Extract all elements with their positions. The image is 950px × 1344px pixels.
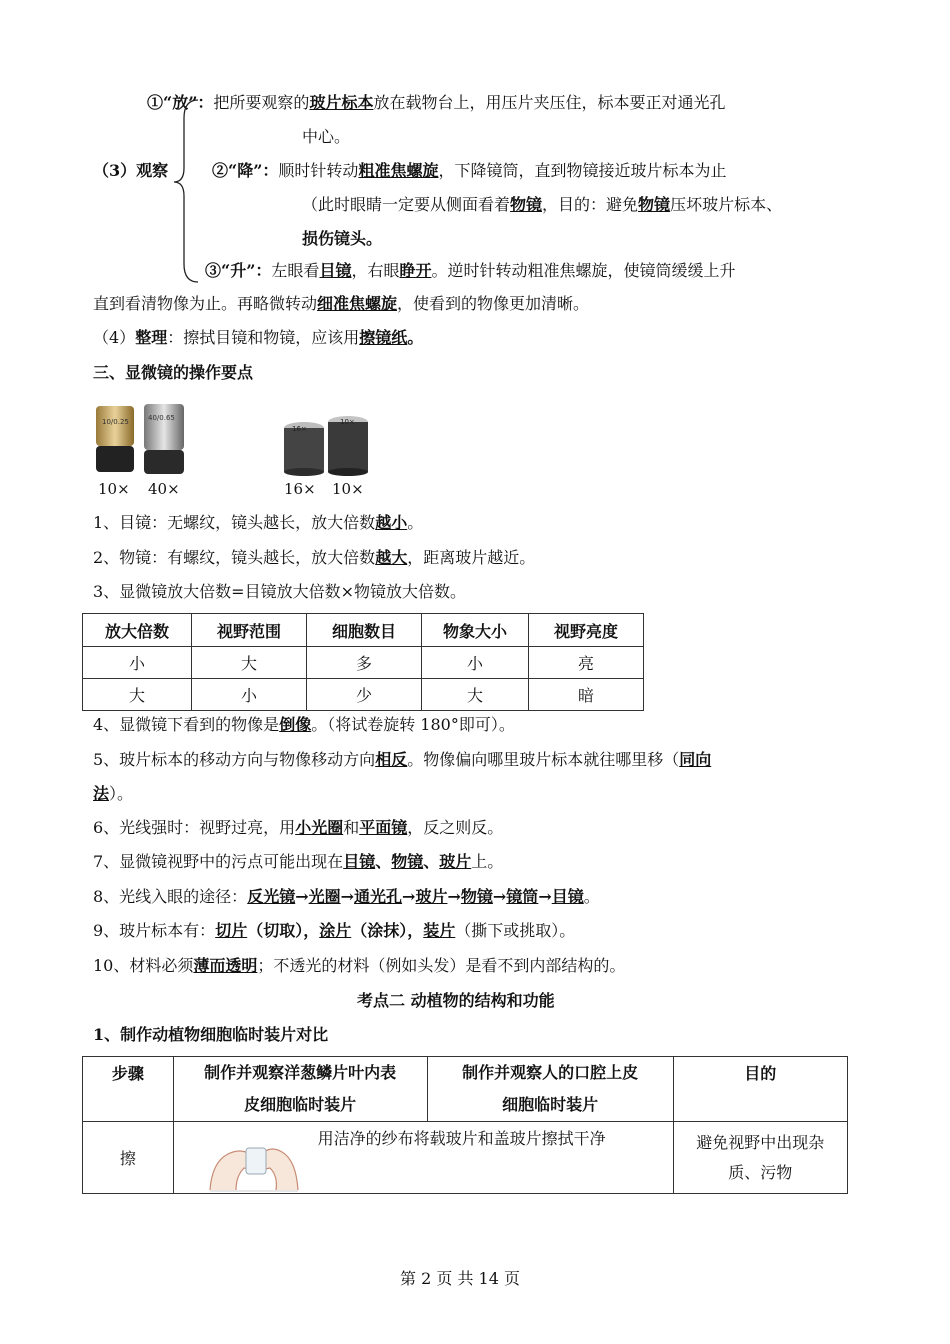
mag-cell: 大 [422,679,529,711]
point-10: 10、材料必须薄而透明；不透光的材料（例如头发）是看不到内部结构的。 [93,956,626,975]
mag-cell: 暗 [529,679,644,711]
arrow-icon: → [402,887,416,906]
step-lower: ②“降”：顺时针转动粗准焦螺旋，下降镜筒，直到物镜接近玻片标本为止 [212,161,727,180]
light-path-item: 玻片 [415,887,448,906]
slide-header-step: 步骤 [83,1057,174,1122]
slide-desc-text: 用洁净的纱布将载玻片和盖玻片擦拭干净 [317,1129,606,1148]
obj2-text: 40/0.65 [148,414,175,422]
brace-icon [172,98,202,284]
light-path-item: 反光镜 [247,887,296,906]
step-raise: ③“升”：左眼看目镜，右眼睁开。逆时针转动粗准焦螺旋，使镜筒缓缓上升 [205,261,736,280]
mag-header: 视野亮度 [529,614,644,647]
step-raise-cont: 直到看清物像为止。再略微转动细准焦螺旋，使看到的物像更加清晰。 [93,294,590,313]
tidy-step: （4）整理：擦拭目镜和物镜，应该用擦镜纸。 [93,328,424,347]
point-6: 6、光线强时：视野过亮，用小光圈和平面镜，反之则反。 [93,818,504,837]
eye2-text: 10× [340,418,355,426]
mag-header: 细胞数目 [307,614,422,647]
step-lower-cont2: 损伤镜头。 [302,229,383,248]
topic-title: 考点二 动植物的结构和功能 [357,991,555,1010]
mag-header: 放大倍数 [83,614,192,647]
point-1: 1、目镜：无螺纹，镜头越长，放大倍数越小。 [93,513,424,532]
observe-label: （3）观察 [93,161,169,180]
section-title: 三、显微镜的操作要点 [93,363,254,382]
arrow-icon: → [492,887,507,906]
mag-header: 物象大小 [422,614,529,647]
light-path-item: 通光孔 [354,887,403,906]
slide-step-wipe: 擦 [83,1122,174,1194]
step-place-cont: 中心。 [302,127,351,146]
arrow-icon: → [295,887,309,906]
obj-caption-2: 40× [148,480,180,498]
mag-cell: 少 [307,679,422,711]
mag-cell: 小 [83,647,192,679]
page-footer: 第 2 页 共 14 页 [400,1269,520,1288]
topic-subtitle: 1、制作动植物细胞临时装片对比 [93,1025,329,1044]
obj-caption-1: 10× [98,480,130,498]
point-5-cont: 法）。 [93,784,134,803]
eye-caption-1: 16× [284,480,316,498]
mag-cell: 小 [422,647,529,679]
point-8: 8、光线入眼的途径：反光镜→光圈→通光孔→玻片→物镜→镜筒→目镜。 [93,887,600,906]
point-4: 4、显微镜下看到的物像是倒像。（将试卷旋转 180°即可）。 [93,715,515,734]
obj1-text: 10/0.25 [102,418,129,426]
mag-header: 视野范围 [192,614,307,647]
slide-header-onion: 制作并观察洋葱鳞片叶内表 皮细胞临时装片 [173,1057,427,1122]
hands-wiping-icon [206,1130,302,1192]
point-5: 5、玻片标本的移动方向与物像移动方向相反。物像偏向哪里玻片标本就往哪里移（同向 [93,750,712,769]
step-lower-cont: （此时眼睛一定要从侧面看着物镜，目的：避免物镜压坏玻片标本、 [302,195,783,214]
slide-desc-wipe [173,1122,673,1194]
magnification-table [82,613,644,711]
light-path-item: 镜筒 [506,887,539,906]
point-9: 9、玻片标本有：切片（切取），涂片（涂抹），装片（撕下或挑取）。 [93,921,576,940]
mag-cell: 亮 [529,647,644,679]
arrow-icon: → [340,887,355,906]
light-path [247,887,584,906]
mag-cell: 小 [192,679,307,711]
light-path-item: 物镜 [460,887,493,906]
eye1-text: 16× [292,425,307,433]
point-2: 2、物镜：有螺纹，镜头越长，放大倍数越大，距离玻片越近。 [93,548,536,567]
point-7: 7、显微镜视野中的污点可能出现在目镜、物镜、玻片上。 [93,852,504,871]
eyepiece-icon [280,414,372,476]
step-place: ①“放”：把所要观察的玻片标本放在载物台上，用压片夹压住，标本要正对通光孔 [147,93,726,112]
point-3: 3、显微镜放大倍数=目镜放大倍数×物镜放大倍数。 [93,582,466,601]
mag-cell: 大 [192,647,307,679]
mag-cell: 多 [307,647,422,679]
slide-goal-wipe: 避免视野中出现杂 质、污物 [673,1122,847,1194]
slide-table [82,1056,848,1194]
eye-caption-2: 10× [332,480,364,498]
mag-cell: 大 [83,679,192,711]
slide-header-goal: 目的 [673,1057,847,1122]
light-path-item: 光圈 [308,887,341,906]
light-path-item: 目镜 [551,887,584,906]
arrow-icon: → [538,887,552,906]
objective-lens-icon [92,402,192,478]
slide-header-cheek: 制作并观察人的口腔上皮 细胞临时装片 [427,1057,673,1122]
arrow-icon: → [447,887,461,906]
